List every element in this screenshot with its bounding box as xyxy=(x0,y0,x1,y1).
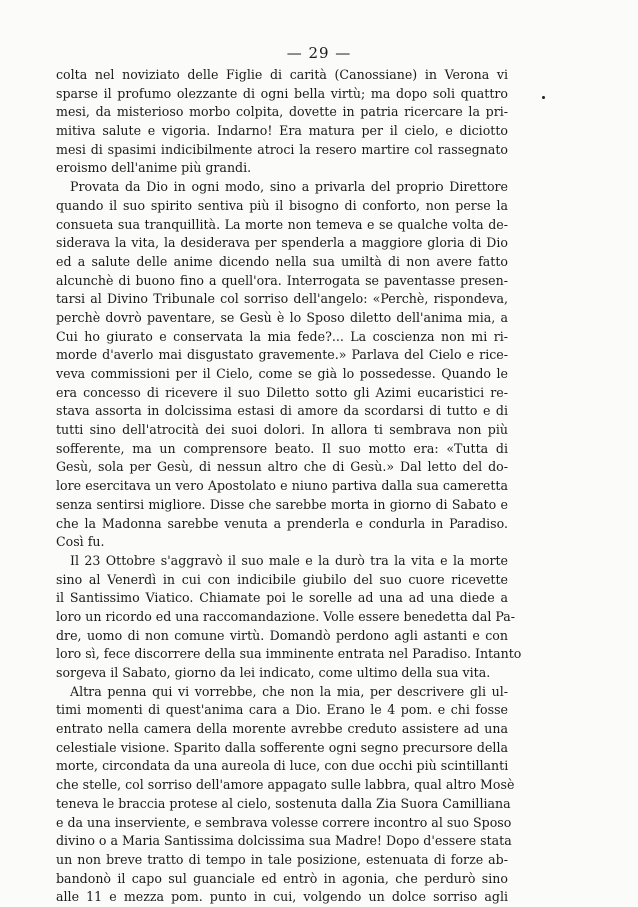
text-line: era concesso di ricevere il suo Diletto sotto gli Azimi eucaristici re- xyxy=(56,384,508,400)
text-line: ed a salute delle anime dicendo nella sua umiltà di non avere fatto xyxy=(56,253,508,269)
text-line: Provata da Dio in ogni modo, sino a privarla del proprio Direttore xyxy=(70,179,508,195)
text-line: alle 11 e mezza pom. punto in cui, volgendo un dolce sorriso agli xyxy=(56,889,508,905)
text-line: sparse il profumo olezzante di ogni bella virtù; ma dopo soli quattro xyxy=(56,85,508,101)
text-line: divino o a Maria Santissima dolcissima sua Madre! Dopo d'essere stata xyxy=(56,833,512,849)
text-line: Altra penna qui vi vorrebbe, che non la mia, per descrivere gli ul- xyxy=(70,683,508,699)
text-line: mesi, da misterioso morbo colpita, dovette in patria ricercare la pri- xyxy=(56,104,508,120)
text-line: teneva le braccia protese al cielo, sostenuta dalla Zia Suora Camilliana xyxy=(56,795,511,811)
paragraph xyxy=(56,66,508,178)
text-line: celestiale visione. Sparito dalla sofferente ogni segno precursore della xyxy=(56,739,508,755)
text-line: stava assorta in dolcissima estasi di amore da scordarsi di tutto e di xyxy=(56,403,508,419)
text-line: morte, circondata da una aureola di luce, con due occhi più scintillanti xyxy=(56,758,509,774)
text-line: loro sì, fece discorrere della sua imminente entrata nel Paradiso. Intanto xyxy=(56,646,522,662)
paragraph xyxy=(56,683,515,907)
text-line: Cui ho giurato e conservata la mia fede?... La coscienza non mi ri- xyxy=(56,328,508,344)
text-line: loro un ricordo ed una raccomandazione. Volle essere benedetta dal Pa- xyxy=(56,608,516,624)
text-line: il Santissimo Viatico. Chiamate poi le sorelle ad una ad una diede a xyxy=(56,590,508,606)
text-line: tarsi al Divino Tribunale col sorriso dell'angelo: «Perchè, rispondeva, xyxy=(56,291,508,307)
paragraph xyxy=(56,552,522,683)
text-line: consueta sua tranquillità. La morte non temeva e se qualche volta de- xyxy=(56,216,508,232)
text-line: lore esercitava un vero Apostolato e niuno partiva dalla sua cameretta xyxy=(56,478,508,494)
text-line: bandonò il capo sul guanciale ed entrò in agonia, che perdurò sino xyxy=(56,870,508,886)
text-line: sino al Venerdì in cui con indicibile giubilo del suo cuore ricevette xyxy=(56,571,508,587)
paragraph xyxy=(56,178,508,552)
text-line: colta nel noviziato delle Figlie di carità (Canossiane) in Verona vi xyxy=(56,67,508,82)
text-line: che stelle, col sorriso dell'amore appagato sulle labbra, qual altro Mosè xyxy=(56,777,515,793)
text-line: Così fu. xyxy=(56,534,105,550)
text-line: dre, uomo di non comune virtù. Domandò perdono agli astanti e con xyxy=(56,627,508,643)
text-line: sorgeva il Sabato, giorno da lei indicato, come ultimo della sua vita. xyxy=(56,665,491,680)
margin-mark xyxy=(542,96,545,99)
text-line: tutti sino dell'atrocità dei suoi dolori. In allora ti sembrava non più xyxy=(56,422,508,438)
text-line: morde d'averlo mai disgustato gravemente.» Parlava del Cielo e rice- xyxy=(56,347,508,363)
text-line: sofferente, ma un comprensore beato. Il suo motto era: «Tutta di xyxy=(56,440,508,456)
text-line: veva commissioni per il Cielo, come se già lo possedesse. Quando le xyxy=(56,366,508,381)
text-line: entrato nella camera della morente avrebbe creduto assistere ad una xyxy=(56,721,508,737)
text-line: Il 23 Ottobre s'aggravò il suo male e la durò tra la vita e la morte xyxy=(70,552,508,568)
body-text xyxy=(56,66,522,907)
text-line: quando il suo spirito sentiva più il bisogno di conforto, non perse la xyxy=(56,197,508,213)
text-line: e da una inserviente, e sembrava volesse correre incontro al suo Sposo xyxy=(56,814,512,830)
text-line: senza sentirsi migliore. Disse che sarebbe morta in giorno di Sabato e xyxy=(56,496,508,512)
text-line: eroismo dell'anime più grandi. xyxy=(56,160,252,176)
text-line: mitiva salute e vigoria. Indarno! Era matura per il cielo, e diciotto xyxy=(56,123,508,139)
text-line: un non breve tratto di tempo in tale posizione, estenuata di forze ab- xyxy=(56,851,508,867)
text-line: timi momenti di quest'anima cara a Dio. Erano le 4 pom. e chi fosse xyxy=(56,702,508,718)
text-line: Gesù, sola per Gesù, di nessun altro che di Gesù.» Dal letto del do- xyxy=(56,459,508,475)
text-line: mesi di spasimi indicibilmente atroci la resero martire col rassegnato xyxy=(56,141,508,157)
text-line: alcunchè di buono fino a quell'ora. Interrogata se paventasse presen- xyxy=(56,272,508,288)
text-line: siderava la vita, la desiderava per spenderla a maggiore gloria di Dio xyxy=(56,235,508,251)
text-line: che la Madonna sarebbe venuta a prenderla e condurla in Paradiso. xyxy=(56,515,508,531)
text-line: perchè dovrò paventare, se Gesù è lo Sposo diletto dell'anima mia, a xyxy=(56,309,508,325)
page-number: — 29 — xyxy=(286,44,352,62)
